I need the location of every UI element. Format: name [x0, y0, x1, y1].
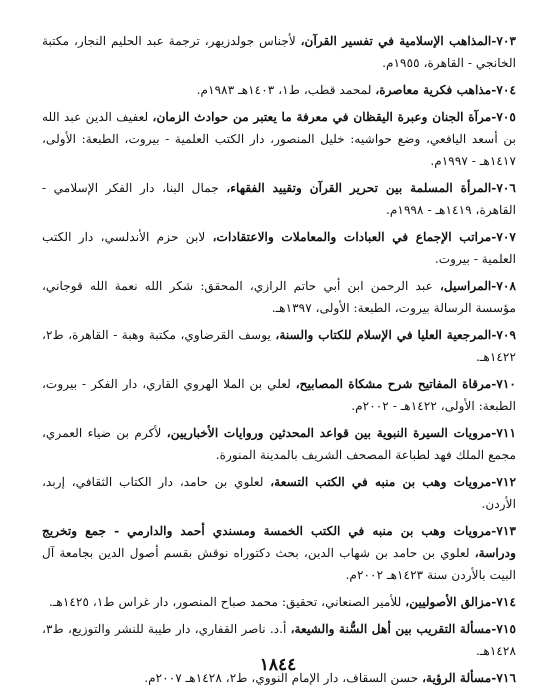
entry-details: لأجناس جولدزيهر، ترجمة عبد الحليم النجار، مكتبة الخانجي - القاهرة، ١٩٥٥م.: [42, 34, 516, 70]
entry-title: المرجعية العليا في الإسلام للكتاب والسنة،: [275, 328, 492, 342]
bibliography-entry: [42, 520, 516, 586]
entry-title: مزالق الأصوليين،: [405, 595, 492, 609]
bibliography-entry: [42, 471, 516, 515]
entry-details: جمال البنا، دار الفكر الإسلامي - القاهرة، ١٤١٩هـ - ١٩٩٨م.: [42, 181, 516, 217]
bibliography-entry: [42, 177, 516, 221]
entry-number: ٧١٢-: [491, 475, 516, 489]
entry-title: مراتب الإجماع في العبادات والمعاملات والاعتقادات،: [212, 230, 492, 244]
entry-title: مرويات السيرة النبوية بين قواعد المحدثين وروايات الأخباريين،: [166, 426, 492, 440]
entry-title: مرويات وهب بن منبه في الكتب التسعة،: [270, 475, 492, 489]
entry-title: مذاهب فكرية معاصرة،: [375, 83, 492, 97]
entry-title: مسألة الرؤية،: [422, 671, 492, 685]
bibliography-page: [42, 30, 516, 694]
entry-number: ٧١٣-: [491, 524, 516, 538]
entry-title: المذاهب الإسلامية في تفسير القرآن،: [300, 34, 492, 48]
page-number: ١٨٤٤: [259, 655, 297, 675]
entry-title: مرويات وهب بن منبه في الكتب الخمسة ومسندي أحمد والدارمي - جمع وتخريج ودراسة،: [42, 524, 516, 560]
bibliography-entry: [42, 106, 516, 172]
entry-number: ٧١٠-: [491, 377, 516, 391]
entry-details: لأكرم بن ضياء العمري، مجمع الملك فهد لطباعة المصحف الشريف بالمدينة المنورة.: [42, 426, 516, 462]
entry-title: مرقاة المفاتيح شرح مشكاة المصابيح،: [295, 377, 492, 391]
entry-details: للأمير الصنعاني، تحقيق: محمد صباح المنصور، دار غراس ط١، ١٤٢٥هـ.: [48, 595, 406, 609]
bibliography-entry: [42, 79, 516, 101]
entry-number: ٧١٥-: [491, 622, 516, 636]
bibliography-entry: [42, 226, 516, 270]
entry-number: ٧٠٣-: [491, 34, 517, 48]
entry-title: المرأة المسلمة بين تحرير القرآن وتقييد الفقهاء،: [226, 181, 492, 195]
bibliography-entry: [42, 591, 516, 613]
bibliography-entry: [42, 275, 516, 319]
entry-details: عبد الرحمن ابن أبي حاتم الرازي، المحقق: شكر الله نعمة الله قوجاني، مؤسسة الرسالة بيروت، الطبعة: الأولى، ١٣٩٧هـ.: [42, 279, 516, 315]
entry-number: ٧١٦-: [491, 671, 516, 685]
bibliography-entry: [42, 324, 516, 368]
entry-details: لعلوي بن حامد، دار الكتاب الثقافي، إربد، الأردن.: [42, 475, 516, 511]
entry-title: المراسيل،: [439, 279, 492, 293]
bibliography-entry: [42, 30, 516, 74]
entry-number: ٧٠٦-: [491, 181, 516, 195]
bibliography-entry: [42, 422, 516, 466]
entry-details: لعلي بن الملا الهروي القاري، دار الفكر - بيروت، الطبعة: الأولى، ١٤٢٢هـ - ٢٠٠٢م.: [42, 377, 516, 413]
entry-number: ٧٠٥-: [491, 110, 516, 124]
entry-details: يوسف القرضاوي، مكتبة وهبة - القاهرة، ط٢، ١٤٢٢هـ.: [42, 328, 516, 364]
entry-details: لعفيف الدين عبد الله بن أسعد اليافعي، وضع حواشيه: خليل المنصور، دار الكتب العلمية - بيروت، الطبعة: الأولى، ١٤١٧هـ - ١٩٩٧م.: [42, 110, 516, 168]
entry-title: مسألة التقريب بين أهل السُّنة والشيعة،: [290, 622, 492, 636]
entry-details: حسن السقاف، دار الإمام النووي، ط٢، ١٤٢٨هـ ٢٠٠٧م.: [144, 671, 423, 685]
entry-number: ٧١١-: [491, 426, 516, 440]
entry-details: أ.د. ناصر القفاري، دار طيبة للنشر والتوزيع، ط٣، ١٤٢٨هـ.: [42, 622, 516, 658]
entry-number: ٧٠٤-: [491, 83, 516, 97]
entry-number: ٧٠٩-: [491, 328, 517, 342]
entry-details: لمحمد قطب، ط١، ١٤٠٣هـ ١٩٨٣م.: [196, 83, 376, 97]
entry-number: ٧٠٧-: [491, 230, 516, 244]
entry-details: لعلوي بن حامد بن شهاب الدين، بحث دكتوراه نوقش بقسم أصول الدين بجامعة آل البيت بالأردن سنة ١٤٢٣هـ ٢٠٠٢م.: [42, 546, 516, 582]
entry-details: لابن حزم الأندلسي، دار الكتب العلمية - بيروت.: [42, 230, 516, 266]
entry-number: ٧١٤-: [491, 595, 516, 609]
entry-number: ٧٠٨-: [491, 279, 516, 293]
entry-title: مرآة الجنان وعبرة اليقظان في معرفة ما يعتبر من حوادث الزمان،: [152, 110, 492, 124]
bibliography-entry: [42, 373, 516, 417]
